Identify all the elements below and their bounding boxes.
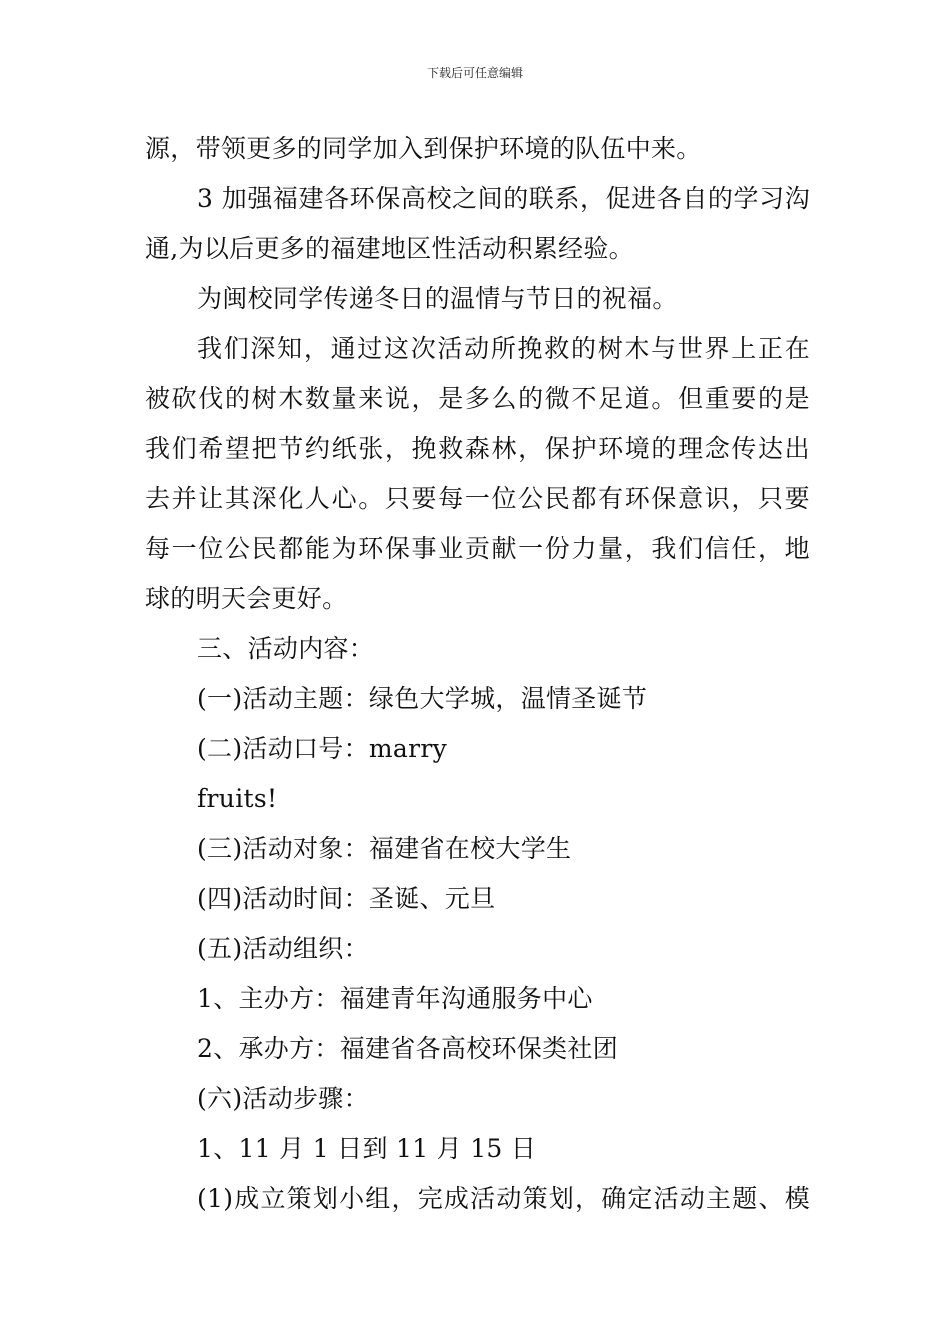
section-heading: 三、活动内容： bbox=[197, 634, 375, 663]
text-line: (二)活动口号：marry bbox=[197, 734, 448, 763]
text-line: 每一位公民都能为环保事业贡献一份力量，我们信任，地 bbox=[145, 534, 810, 563]
text-line: (一)活动主题：绿色大学城，温情圣诞节 bbox=[197, 684, 648, 713]
text-line: (四)活动时间：圣诞、元旦 bbox=[197, 884, 496, 913]
text-line: 1、主办方：福建青年沟通服务中心 bbox=[197, 984, 593, 1013]
text-line: (五)活动组织： bbox=[197, 934, 369, 963]
text-line: 1、11 月 1 日到 11 月 15 日 bbox=[197, 1134, 537, 1163]
text-line: 源，带领更多的同学加入到保护环境的队伍中来。 bbox=[145, 134, 702, 163]
text-line: 去并让其深化人心。只要每一位公民都有环保意识，只要 bbox=[145, 484, 810, 513]
text-line: 被砍伐的树木数量来说，是多么的微不足道。但重要的是 bbox=[145, 384, 810, 413]
text-line: 我们深知，通过这次活动所挽救的树木与世界上正在 bbox=[197, 334, 810, 363]
text-line: 为闽校同学传递冬日的温情与节日的祝福。 bbox=[197, 284, 678, 313]
text-line: 3 加强福建各环保高校之间的联系，促进各自的学习沟 bbox=[197, 184, 810, 213]
text-line: 我们希望把节约纸张，挽救森林，保护环境的理念传达出 bbox=[145, 434, 810, 463]
text-line: 通,为以后更多的福建地区性活动积累经验。 bbox=[145, 234, 634, 263]
text-line: 球的明天会更好。 bbox=[145, 584, 348, 613]
text-line: 2、承办方：福建省各高校环保类社团 bbox=[197, 1034, 619, 1063]
text-line: (六)活动步骤： bbox=[197, 1084, 369, 1113]
page-header: 下载后可任意编辑 bbox=[426, 66, 523, 80]
text-line: fruits! bbox=[197, 784, 278, 813]
document-body bbox=[145, 124, 810, 1224]
text-line: (1)成立策划小组，完成活动策划，确定活动主题、模 bbox=[197, 1184, 810, 1213]
text-line: (三)活动对象：福建省在校大学生 bbox=[197, 834, 572, 863]
